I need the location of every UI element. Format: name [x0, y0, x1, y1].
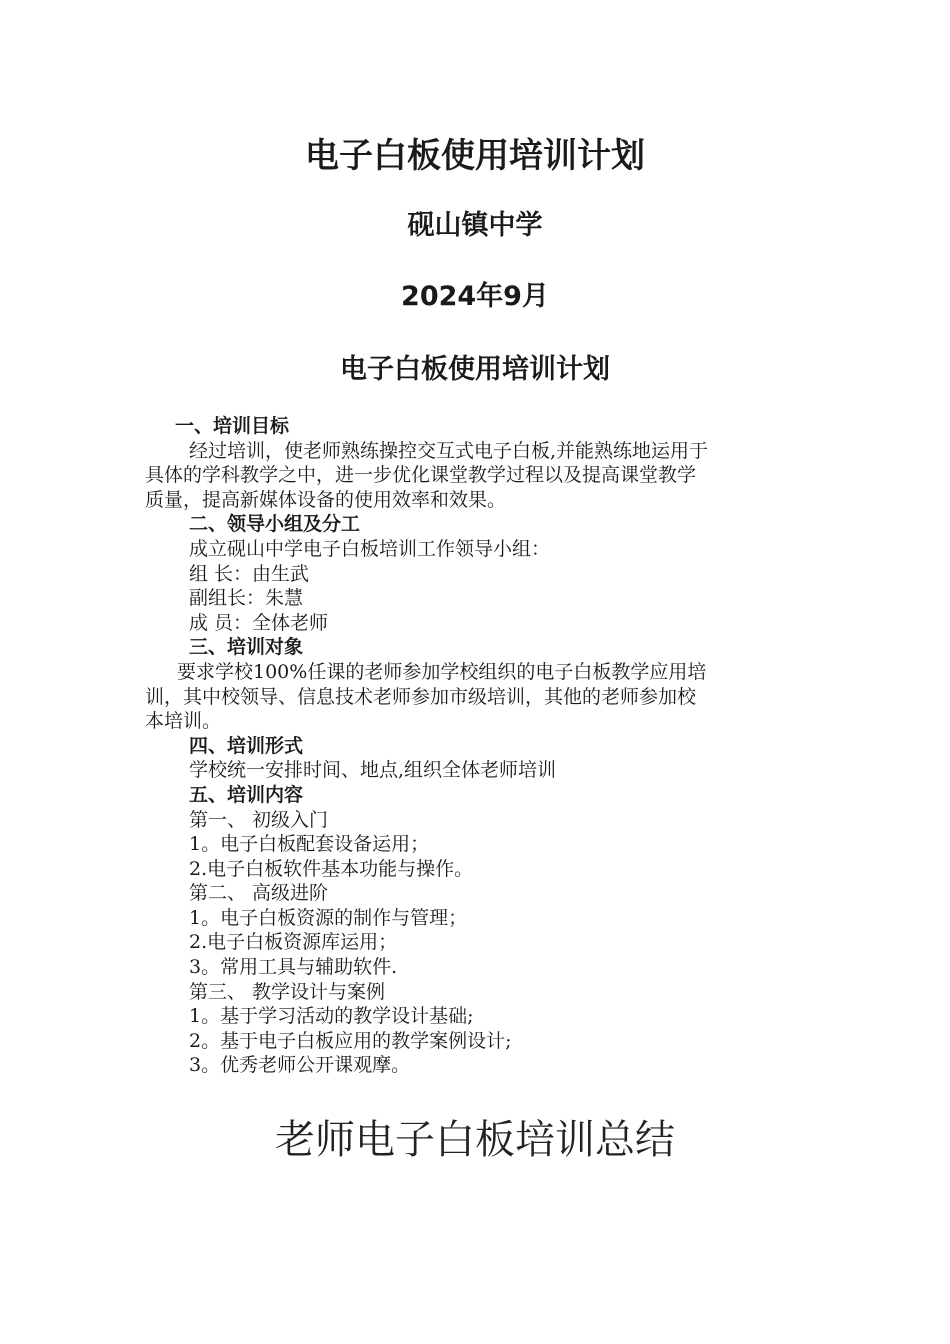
content-item: 3。优秀老师公开课观摩。 — [189, 1054, 411, 1077]
section-heading-audience: 三、培训对象 — [189, 636, 304, 659]
audience-paragraph-line: 训，其中校领导、信息技术老师参加市级培训，其他的老师参加校 — [145, 685, 697, 708]
content-item: 第一、 初级入门 — [189, 808, 329, 831]
section-heading-goals: 一、培训目标 — [175, 415, 290, 437]
content-item: 第二、 高级进阶 — [189, 882, 329, 905]
goals-paragraph-line: 具体的学科教学之中，进一步优化课堂教学过程以及提高课堂教学 — [145, 464, 697, 487]
content-item: 1。电子白板配套设备运用； — [189, 833, 430, 856]
content-item: 第三、 教学设计与案例 — [189, 980, 386, 1003]
document-title: 电子白板使用培训计划 — [305, 136, 645, 176]
document-subtitle: 电子白板使用培训计划 — [340, 354, 610, 385]
leadership-line: 组 长：由生武 — [189, 562, 310, 585]
format-line: 学校统一安排时间、地点,组织全体老师培训 — [189, 759, 557, 782]
audience-paragraph-line: 本培训。 — [145, 710, 222, 733]
leadership-line: 成立砚山中学电子白板培训工作领导小组： — [189, 537, 551, 560]
content-item: 1。基于学习活动的教学设计基础; — [189, 1005, 474, 1028]
leadership-line: 副组长：朱慧 — [189, 587, 304, 610]
content-item: 1。电子白板资源的制作与管理； — [189, 906, 468, 929]
goals-paragraph-line: 质量，提高新媒体设备的使用效率和效果。 — [145, 488, 507, 511]
content-item: 2。基于电子白板应用的教学案例设计; — [189, 1029, 512, 1052]
content-item: 2.电子白板软件基本功能与操作。 — [189, 857, 474, 880]
document-date: 2024年9月 — [401, 281, 549, 312]
goals-paragraph-line: 经过培训，使老师熟练操控交互式电子白板,并能熟练地运用于 — [189, 439, 709, 462]
section-heading-leadership: 二、领导小组及分工 — [189, 513, 361, 536]
school-name: 砚山镇中学 — [407, 210, 543, 241]
footer-title: 老师电子白板培训总结 — [275, 1117, 675, 1163]
document-body — [145, 414, 810, 1078]
content-item: 3。常用工具与辅助软件. — [189, 956, 398, 979]
section-heading-content: 五、培训内容 — [189, 783, 304, 806]
section-heading-format: 四、培训形式 — [189, 734, 304, 757]
audience-paragraph-line: 要求学校100%任课的老师参加学校组织的电子白板教学应用培 — [177, 660, 707, 683]
leadership-line: 成 员：全体老师 — [189, 611, 329, 634]
content-item: 2.电子白板资源库运用； — [189, 931, 398, 954]
